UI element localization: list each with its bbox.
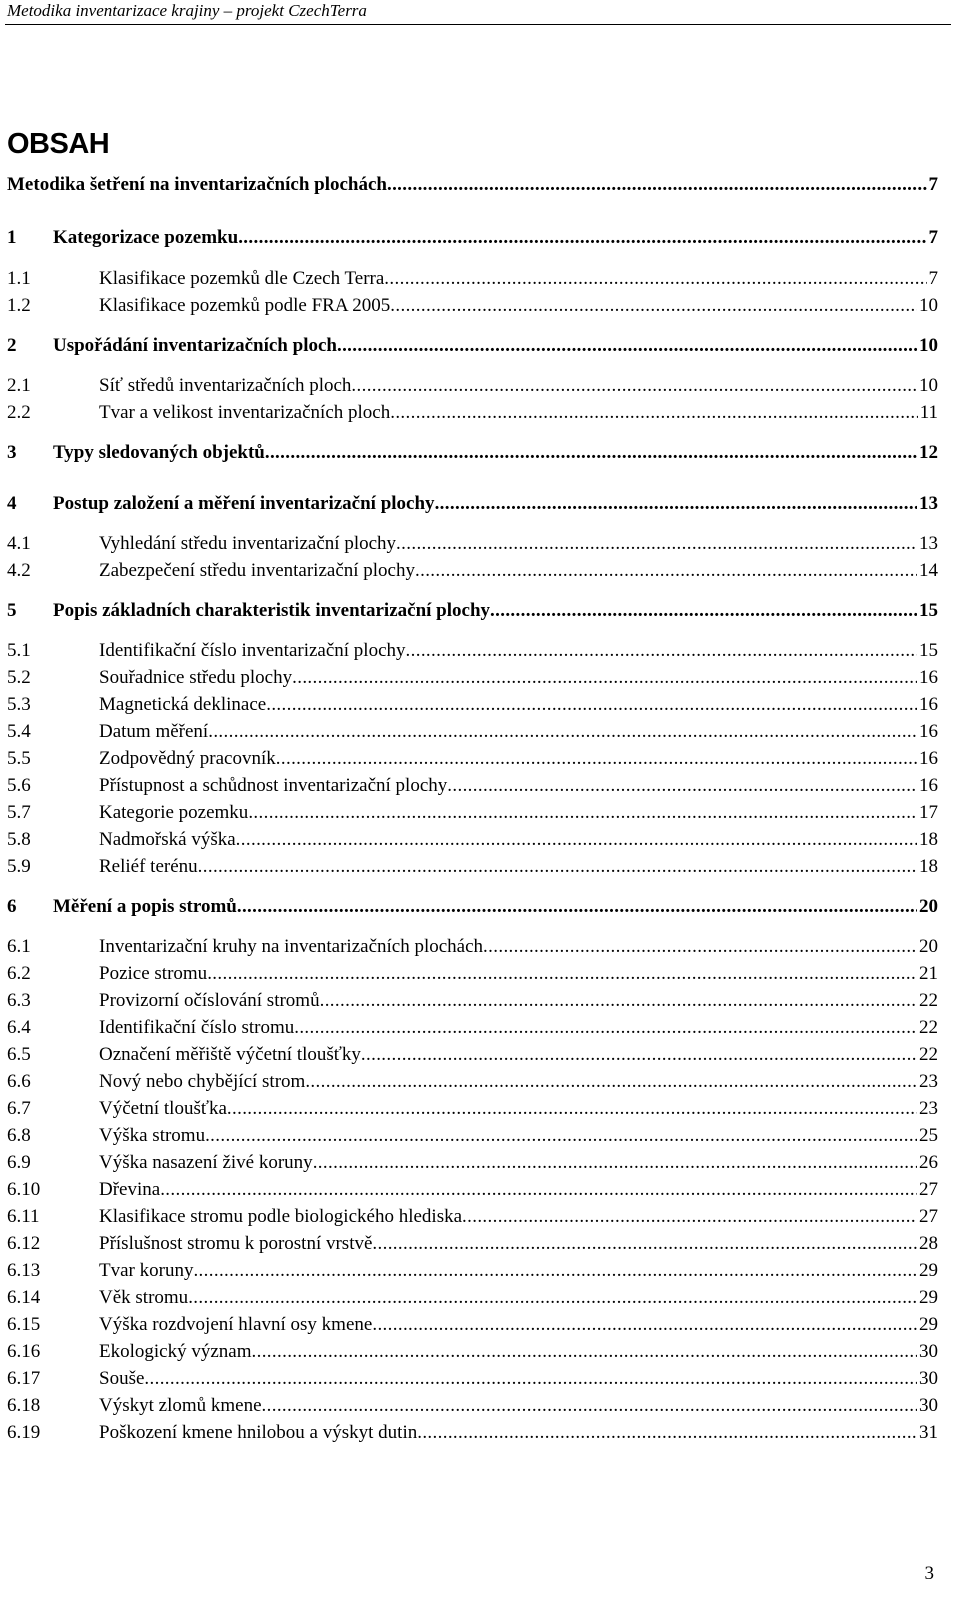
toc-entry[interactable] (7, 600, 938, 622)
toc-entry-page: 10 (919, 375, 938, 396)
toc-dot-leader (160, 1179, 917, 1201)
toc-dot-leader (207, 963, 917, 985)
toc-dot-leader (462, 1206, 917, 1228)
toc-entry-label: Typy sledovaných objektů (53, 442, 265, 463)
toc-entry-number: 6.12 (7, 1233, 41, 1254)
toc-entry[interactable] (7, 1206, 938, 1228)
toc-entry-label: Poškození kmene hnilobou a výskyt dutin (99, 1422, 418, 1443)
toc-entry-page: 22 (919, 1017, 938, 1038)
toc-dot-leader (415, 560, 917, 582)
toc-entry-page: 15 (919, 600, 938, 621)
toc-entry-label: Klasifikace pozemků podle FRA 2005 (99, 295, 391, 316)
toc-entry-label: Pozice stromu (99, 963, 208, 984)
toc-entry-page: 7 (928, 227, 938, 248)
toc-entry[interactable] (7, 227, 938, 249)
toc-entry-page: 13 (919, 493, 938, 514)
toc-dot-leader (351, 375, 917, 397)
toc-entry-label: Uspořádání inventarizačních ploch (53, 335, 337, 356)
toc-entry-label: Přístupnost a schůdnost inventarizační plochy (99, 775, 448, 796)
toc-entry-label: Zabezpečení středu inventarizační plochy (99, 560, 415, 581)
toc-entry-number: 5.8 (7, 829, 31, 850)
page-number: 3 (924, 1563, 934, 1584)
toc-entry[interactable] (7, 1071, 938, 1093)
toc-entry-label: Tvar koruny (99, 1260, 194, 1281)
toc-entry-page: 18 (919, 856, 938, 877)
toc-entry-label: Identifikační číslo stromu (99, 1017, 295, 1038)
toc-entry[interactable] (7, 493, 938, 515)
toc-dot-leader (236, 829, 917, 851)
toc-dot-leader (266, 694, 917, 716)
toc-entry-page: 20 (919, 936, 938, 957)
toc-dot-leader (248, 802, 917, 824)
toc-entry[interactable] (7, 1287, 938, 1309)
toc-dot-leader (205, 1125, 917, 1147)
toc-dot-leader (144, 1368, 917, 1390)
toc-entry[interactable] (7, 856, 938, 878)
toc-entry-number: 6.10 (7, 1179, 41, 1200)
toc-dot-leader (490, 600, 917, 622)
toc-entry[interactable] (7, 1341, 938, 1363)
toc-entry-number: 2 (7, 335, 17, 356)
toc-entry-label: Magnetická deklinace (99, 694, 267, 715)
toc-entry-label: Dřevina (99, 1179, 161, 1200)
toc-dot-leader (265, 442, 917, 464)
toc-entry-number: 6.8 (7, 1125, 31, 1146)
toc-entry[interactable] (7, 802, 938, 824)
toc-entry-page: 12 (919, 442, 938, 463)
toc-entry-number: 1 (7, 227, 17, 248)
toc-entry-number: 5.4 (7, 721, 31, 742)
toc-entry-number: 6.18 (7, 1395, 41, 1416)
header-divider (5, 24, 951, 25)
toc-dot-leader (313, 1152, 917, 1174)
toc-entry-label: Síť středů inventarizačních ploch (99, 375, 352, 396)
toc-entry-number: 6.14 (7, 1287, 41, 1308)
toc-dot-leader (390, 295, 917, 317)
toc-dot-leader (384, 268, 926, 290)
toc-dot-leader (447, 775, 917, 797)
toc-entry-page: 13 (919, 533, 938, 554)
toc-entry-label: Ekologický význam (99, 1341, 252, 1362)
toc-entry-page: 29 (919, 1314, 938, 1335)
toc-entry-number: 6.3 (7, 990, 31, 1011)
toc-dot-leader (390, 402, 917, 424)
toc-dot-leader (337, 335, 917, 357)
toc-entry-label: Klasifikace stromu podle biologického hlediska (99, 1206, 463, 1227)
toc-entry-number: 5.7 (7, 802, 31, 823)
toc-entry[interactable] (7, 402, 938, 424)
toc-entry-label: Identifikační číslo inventarizační plochy (99, 640, 406, 661)
toc-dot-leader (372, 1233, 917, 1255)
toc-dot-leader (396, 533, 917, 555)
toc-entry[interactable] (7, 721, 938, 743)
toc-entry-number: 5.5 (7, 748, 31, 769)
toc-entry[interactable] (7, 963, 938, 985)
toc-entry-label: Věk stromu (99, 1287, 189, 1308)
toc-entry-number: 6.16 (7, 1341, 41, 1362)
toc-entry-number: 1.1 (7, 268, 31, 289)
toc-entry-number: 6 (7, 896, 17, 917)
toc-entry[interactable] (7, 990, 938, 1012)
toc-entry-label: Vyhledání středu inventarizační plochy (99, 533, 397, 554)
toc-entry[interactable] (7, 1044, 938, 1066)
toc-entry-page: 10 (919, 335, 938, 356)
toc-entry-label: Označení měřiště výčetní tloušťky (99, 1044, 361, 1065)
toc-entry-page: 29 (919, 1260, 938, 1281)
toc-dot-leader (237, 896, 917, 918)
toc-dot-leader (372, 1314, 917, 1336)
toc-dot-leader (276, 748, 917, 770)
toc-dot-leader (406, 640, 917, 662)
toc-entry-label: Zodpovědný pracovník (99, 748, 276, 769)
toc-entry-number: 6.4 (7, 1017, 31, 1038)
toc-entry-number: 6.13 (7, 1260, 41, 1281)
toc-dot-leader (252, 1341, 918, 1363)
toc-entry-number: 4.1 (7, 533, 31, 554)
toc-dot-leader (208, 721, 917, 743)
toc-entry-page: 25 (919, 1125, 938, 1146)
toc-entry-page: 16 (919, 748, 938, 769)
toc-entry-page: 31 (919, 1422, 938, 1443)
toc-entry-number: 6.19 (7, 1422, 41, 1443)
toc-entry-label: Výskyt zlomů kmene (99, 1395, 262, 1416)
toc-entry[interactable] (7, 335, 938, 357)
toc-entry[interactable] (7, 1179, 938, 1201)
toc-entry-number: 6.2 (7, 963, 31, 984)
toc-entry-page: 30 (919, 1368, 938, 1389)
toc-entry[interactable] (7, 442, 938, 464)
toc-entry-page: 16 (919, 667, 938, 688)
toc-entry-label: Výčetní tloušťka (99, 1098, 227, 1119)
toc-entry-label: Popis základních charakteristik inventarizační plochy (53, 600, 491, 621)
toc-dot-leader (188, 1287, 917, 1309)
toc-dot-leader (292, 667, 917, 689)
toc-title: OBSAH (7, 128, 110, 160)
toc-entry-page: 16 (919, 775, 938, 796)
toc-entry-number: 6.5 (7, 1044, 31, 1065)
toc-dot-leader (294, 1017, 917, 1039)
toc-entry[interactable] (7, 295, 938, 317)
toc-entry[interactable] (7, 896, 938, 918)
toc-dot-leader (483, 936, 917, 958)
toc-entry-page: 15 (919, 640, 938, 661)
toc-entry[interactable] (7, 533, 938, 555)
toc-entry-page: 30 (919, 1395, 938, 1416)
toc-entry-number: 6.7 (7, 1098, 31, 1119)
toc-entry-number: 5.2 (7, 667, 31, 688)
toc-entry-number: 5.3 (7, 694, 31, 715)
toc-entry-number: 6.9 (7, 1152, 31, 1173)
toc-entry[interactable] (7, 1260, 938, 1282)
toc-entry[interactable] (7, 667, 938, 689)
toc-entry-number: 5.6 (7, 775, 31, 796)
toc-entry[interactable] (7, 694, 938, 716)
toc-entry-page: 16 (919, 694, 938, 715)
toc-entry-page: 26 (919, 1152, 938, 1173)
toc-entry-page: 7 (928, 268, 938, 289)
toc-entry-label: Souše (99, 1368, 145, 1389)
toc-entry-number: 4 (7, 493, 17, 514)
toc-entry-number: 6.1 (7, 936, 31, 957)
toc-entry[interactable] (7, 1125, 938, 1147)
toc-entry-label: Příslušnost stromu k porostní vrstvě (99, 1233, 373, 1254)
toc-entry-number: 1.2 (7, 295, 31, 316)
toc-entry[interactable] (7, 1017, 938, 1039)
toc-entry-label: Datum měření (99, 721, 209, 742)
toc-entry-number: 6.11 (7, 1206, 40, 1227)
toc-dot-leader (387, 174, 927, 196)
toc-entry[interactable] (7, 1152, 938, 1174)
toc-entry-label: Nadmořská výška (99, 829, 236, 850)
toc-entry-page: 21 (919, 963, 938, 984)
toc-dot-leader (193, 1260, 917, 1282)
toc-dot-leader (262, 1395, 917, 1417)
toc-dot-leader (198, 856, 917, 878)
toc-entry-number: 5.1 (7, 640, 31, 661)
toc-dot-leader (238, 227, 926, 249)
toc-entry[interactable] (7, 375, 938, 397)
toc-entry-number: 6.17 (7, 1368, 41, 1389)
toc-entry-label: Inventarizační kruhy na inventarizačních plochách (99, 936, 484, 957)
toc-dot-leader (305, 1071, 917, 1093)
toc-entry[interactable] (7, 748, 938, 770)
toc-entry-page: 11 (919, 402, 938, 423)
toc-entry-number: 6.6 (7, 1071, 31, 1092)
toc-entry-label: Výška rozdvojení hlavní osy kmene (99, 1314, 373, 1335)
toc-entry-label: Souřadnice středu plochy (99, 667, 293, 688)
toc-entry-page: 14 (919, 560, 938, 581)
toc-entry-label: Kategorizace pozemku (53, 227, 239, 248)
toc-entry-number: 6.15 (7, 1314, 41, 1335)
toc-entry-page: 16 (919, 721, 938, 742)
toc-entry[interactable] (7, 174, 938, 196)
toc-entry-label: Nový nebo chybějící strom (99, 1071, 306, 1092)
toc-entry-page: 30 (919, 1341, 938, 1362)
toc-entry-page: 22 (919, 1044, 938, 1065)
toc-dot-leader (320, 990, 917, 1012)
toc-entry[interactable] (7, 640, 938, 662)
toc-entry-page: 23 (919, 1098, 938, 1119)
toc-entry-label: Klasifikace pozemků dle Czech Terra (99, 268, 385, 289)
toc-entry[interactable] (7, 1368, 938, 1390)
toc-entry[interactable] (7, 1395, 938, 1417)
toc-entry-number: 5 (7, 600, 17, 621)
toc-entry-page: 27 (919, 1179, 938, 1200)
toc-entry-label: Výška nasazení živé koruny (99, 1152, 313, 1173)
toc-entry-label: Kategorie pozemku (99, 802, 249, 823)
toc-entry-page: 7 (928, 174, 938, 195)
toc-entry-label: Postup založení a měření inventarizační plochy (53, 493, 435, 514)
toc-entry-label: Reliéf terénu (99, 856, 198, 877)
toc-entry-number: 2.2 (7, 402, 31, 423)
toc-entry-number: 2.1 (7, 375, 31, 396)
toc-entry-label: Měření a popis stromů (53, 896, 237, 917)
toc-entry-page: 18 (919, 829, 938, 850)
toc-entry-page: 28 (919, 1233, 938, 1254)
toc-entry[interactable] (7, 268, 938, 290)
toc-entry-page: 20 (919, 896, 938, 917)
toc-entry-label: Výška stromu (99, 1125, 206, 1146)
toc-dot-leader (227, 1098, 917, 1120)
toc-entry-label: Provizorní očíslování stromů (99, 990, 320, 1011)
toc-entry[interactable] (7, 1098, 938, 1120)
toc-entry-label: Tvar a velikost inventarizačních ploch (99, 402, 391, 423)
toc-dot-leader (361, 1044, 917, 1066)
running-header: Metodika inventarizace krajiny – projekt CzechTerra (7, 1, 367, 20)
toc-entry-page: 23 (919, 1071, 938, 1092)
toc-entry-page: 29 (919, 1287, 938, 1308)
toc-entry-label: Metodika šetření na inventarizačních plochách (7, 174, 387, 195)
toc-entry-page: 27 (919, 1206, 938, 1227)
toc-entry-number: 3 (7, 442, 17, 463)
toc-entry-page: 10 (919, 295, 938, 316)
toc-dot-leader (435, 493, 917, 515)
toc-entry[interactable] (7, 829, 938, 851)
toc-entry-page: 17 (919, 802, 938, 823)
toc-entry[interactable] (7, 936, 938, 958)
toc-entry[interactable] (7, 1422, 938, 1444)
toc-entry-page: 22 (919, 990, 938, 1011)
toc-entry[interactable] (7, 560, 938, 582)
toc-entry[interactable] (7, 1314, 938, 1336)
toc-entry-number: 5.9 (7, 856, 31, 877)
toc-dot-leader (417, 1422, 917, 1444)
toc-entry[interactable] (7, 775, 938, 797)
toc-entry-number: 4.2 (7, 560, 31, 581)
toc-entry[interactable] (7, 1233, 938, 1255)
